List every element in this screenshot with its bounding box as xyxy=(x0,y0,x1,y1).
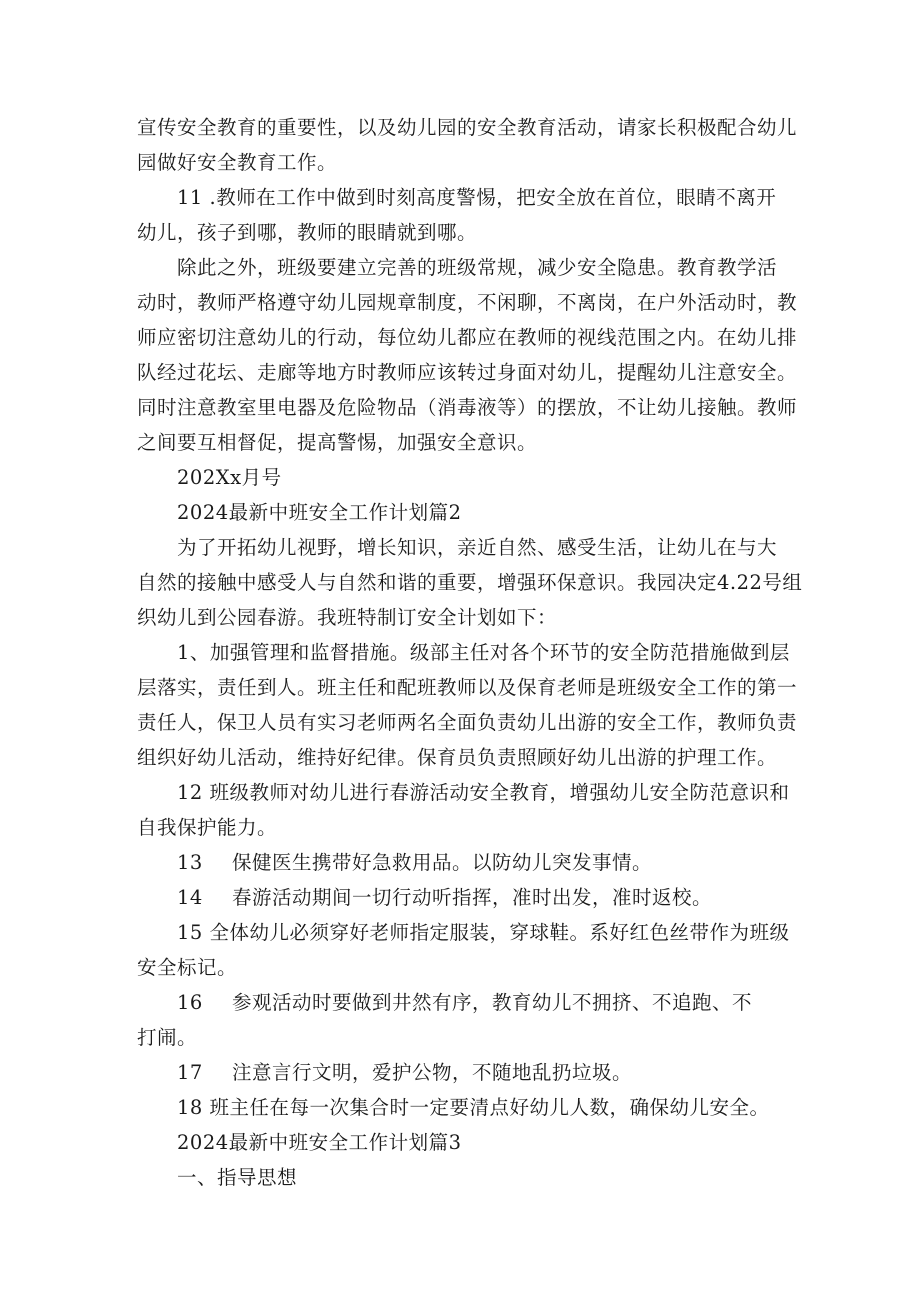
paragraph-line: 为了开拓幼儿视野，增长知识，亲近自然、感受生活，让幼儿在与大 xyxy=(177,536,778,559)
paragraph-line: 安全标记。 xyxy=(137,956,238,979)
paragraph-line: 责任人，保卫人员有实习老师两名全面负责幼儿出游的安全工作，教师负责 xyxy=(137,711,798,734)
paragraph-line: 队经过花坛、走廊等地方时教师应该转过身面对幼儿，提醒幼儿注意安全。 xyxy=(137,361,798,384)
item-number: 18 xyxy=(177,1096,203,1119)
paragraph-line: 动时，教师严格遵守幼儿园规章制度，不闲聊，不离岗，在户外活动时，教 xyxy=(137,291,798,314)
item-number: 13 xyxy=(177,851,203,874)
item-text: 班主任在每一次集合时一定要清点好幼儿人数，确保幼儿安全。 xyxy=(209,1096,770,1119)
list-item-12 xyxy=(137,775,792,810)
item-text: 参观活动时要做到井然有序，教育幼儿不拥挤、不追跑、不 xyxy=(232,991,753,1014)
list-item-16 xyxy=(137,985,792,1020)
list-item-18 xyxy=(137,1090,792,1125)
paragraph-line: 层落实，责任到人。班主任和配班教师以及保育老师是班级安全工作的第一 xyxy=(137,676,798,699)
item-text: 全体幼儿必须穿好老师指定服装，穿球鞋。系好红色丝带作为班级 xyxy=(209,921,790,944)
item-text: 注意言行文明，爱护公物，不随地乱扔垃圾。 xyxy=(232,1061,633,1084)
item-text: 班级教师对幼儿进行春游活动安全教育，增强幼儿安全防范意识和 xyxy=(209,781,790,804)
item-text: 春游活动期间一切行动听指挥，准时出发，准时返校。 xyxy=(232,886,713,909)
list-item-15 xyxy=(137,915,792,950)
item-number: 15 xyxy=(177,921,203,944)
paragraph-line: 组织好幼儿活动，维持好纪律。保育员负责照顾好幼儿出游的护理工作。 xyxy=(137,746,778,769)
list-item-17 xyxy=(137,1055,792,1090)
document-body xyxy=(137,110,803,1195)
section-heading: 2024最新中班安全工作计划篇3 xyxy=(177,1131,462,1154)
item-text: .教师在工作中做到时刻高度警惕，把安全放在首位，眼睛不离开 xyxy=(202,186,777,209)
paragraph-line: 自然的接触中感受人与自然和谐的重要，增强环保意识。我园决定4.22号组 xyxy=(137,571,803,594)
list-item-14 xyxy=(137,880,792,915)
section-heading: 2024最新中班安全工作计划篇2 xyxy=(177,501,462,524)
paragraph-line: 师应密切注意幼儿的行动，每位幼儿都应在教师的视线范围之内。在幼儿排 xyxy=(137,326,798,349)
item-text: 保健医生携带好急救用品。以防幼儿突发事情。 xyxy=(232,851,653,874)
paragraph-line: 除此之外，班级要建立完善的班级常规，减少安全隐患。教育教学活 xyxy=(177,256,778,279)
date-line: 202Xx月号 xyxy=(177,466,282,489)
item-number: 16 xyxy=(177,991,203,1014)
paragraph-line: 1、加强管理和监督措施。级部主任对各个环节的安全防范措施做到层 xyxy=(177,641,790,664)
item-number: 14 xyxy=(177,886,203,909)
item-number: 11 xyxy=(177,186,203,209)
list-item-11 xyxy=(137,180,792,215)
paragraph-line: 宣传安全教育的重要性，以及幼儿园的安全教育活动，请家长积极配合幼儿 xyxy=(137,116,798,139)
item-number: 17 xyxy=(177,1061,203,1084)
paragraph-line: 打闹。 xyxy=(137,1026,198,1049)
paragraph-line: 自我保护能力。 xyxy=(137,816,278,839)
paragraph-line: 之间要互相督促，提高警惕，加强安全意识。 xyxy=(137,431,538,454)
paragraph-line: 同时注意教室里电器及危险物品（消毒液等）的摆放，不让幼儿接触。教师 xyxy=(137,396,798,419)
paragraph-line: 织幼儿到公园春游。我班特制订安全计划如下： xyxy=(137,606,558,629)
item-number: 12 xyxy=(177,781,203,804)
subsection-heading: 一、指导思想 xyxy=(177,1166,298,1189)
list-item-13 xyxy=(137,845,792,880)
paragraph-line: 园做好安全教育工作。 xyxy=(137,151,338,174)
paragraph-line: 幼儿，孩子到哪，教师的眼睛就到哪。 xyxy=(137,221,478,244)
